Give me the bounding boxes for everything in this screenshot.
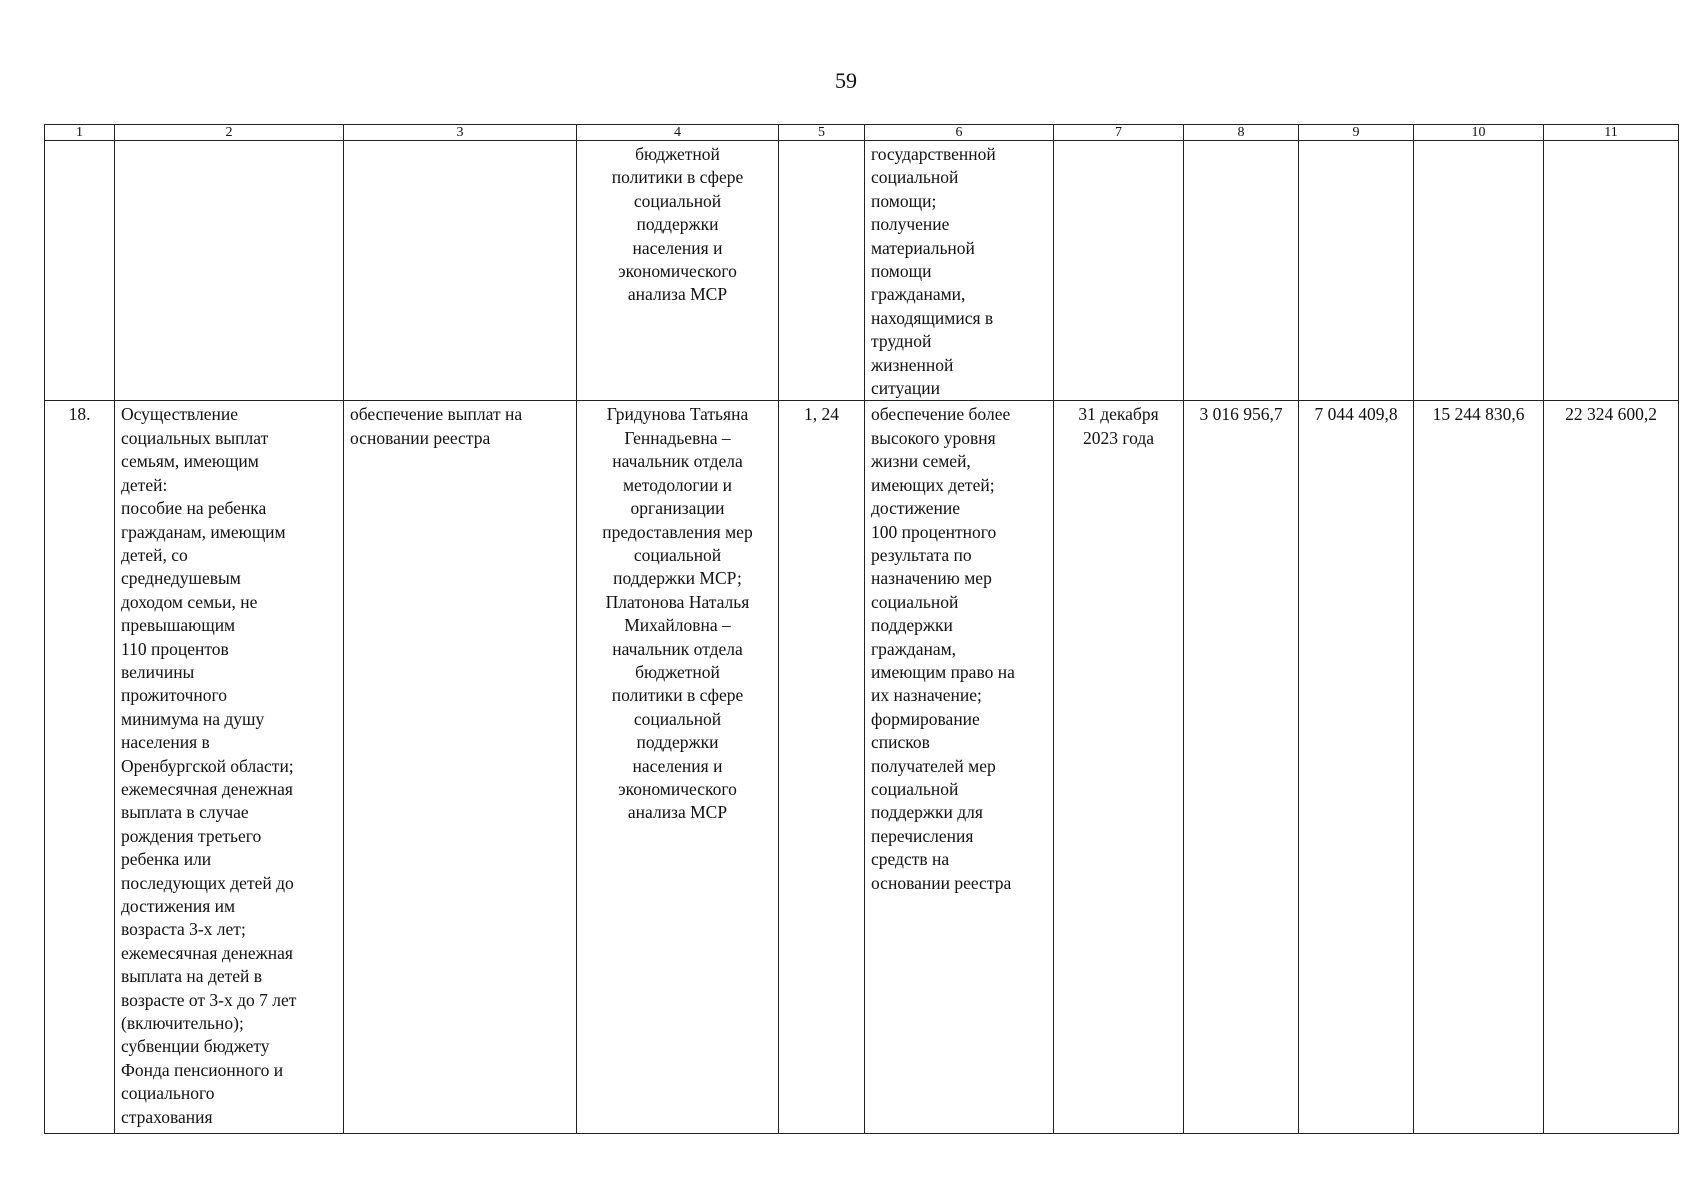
text-line: поддержки xyxy=(871,615,953,636)
cell-empty xyxy=(344,141,577,401)
text-line: 100 процентного xyxy=(871,521,997,542)
text-line: субвенции бюджету xyxy=(121,1036,270,1057)
text-line: (включительно); xyxy=(121,1013,244,1034)
text-line: поддержки МСР; xyxy=(613,568,742,589)
text-line: детей: xyxy=(121,474,168,495)
text-line: доходом семьи, не xyxy=(121,591,258,612)
text-line: помощи xyxy=(871,261,932,282)
column-header: 6 xyxy=(865,125,1054,141)
text-line: жизни семей, xyxy=(871,451,971,472)
text-line: минимума на душу xyxy=(121,708,265,729)
cell-empty xyxy=(779,141,865,401)
text-line: обеспечение выплат на xyxy=(350,404,523,425)
text-line: страхования xyxy=(121,1106,213,1127)
cell-empty xyxy=(1414,141,1544,401)
text-line: социальной xyxy=(633,544,722,565)
text-line: рождения третьего xyxy=(121,825,262,846)
text-line: последующих детей до xyxy=(121,872,294,893)
text-line: гражданами, xyxy=(871,284,966,305)
text-line: ежемесячная денежная xyxy=(121,942,293,963)
text-line: результата по xyxy=(871,544,972,565)
text-line: перечисления xyxy=(871,825,974,846)
text-line: гражданам, xyxy=(871,638,957,659)
continuation-row xyxy=(45,141,1679,401)
text-line: населения в xyxy=(121,732,210,753)
text-line: 110 процентов xyxy=(121,638,229,659)
cell-indicators: 1, 24 xyxy=(779,401,865,1134)
column-header: 7 xyxy=(1054,125,1184,141)
text-line: выплата на детей в xyxy=(121,966,263,987)
column-header: 9 xyxy=(1299,125,1414,141)
cell-result xyxy=(865,401,1054,1134)
cell-amount-11: 22 324 600,2 xyxy=(1544,401,1679,1134)
text-line: населения и xyxy=(632,755,723,776)
text-line: Осуществление xyxy=(121,404,239,425)
text-line: 31 декабря xyxy=(1078,404,1159,425)
cell-deadline xyxy=(1054,401,1184,1134)
text-line: социальной xyxy=(871,167,959,188)
text-line: Оренбургской области; xyxy=(121,755,294,776)
cell-empty xyxy=(1184,141,1299,401)
text-line: возраста 3-х лет; xyxy=(121,919,246,940)
column-header: 8 xyxy=(1184,125,1299,141)
page-number: 59 xyxy=(835,68,857,93)
text-line: материальной xyxy=(871,237,975,258)
text-line: предоставления мер xyxy=(602,521,753,542)
text-line: Геннадьевна – xyxy=(624,427,731,448)
text-line: их назначение; xyxy=(871,685,982,706)
text-line: населения и xyxy=(632,237,723,258)
cell-amount-9: 7 044 409,8 xyxy=(1299,401,1414,1134)
cell-empty xyxy=(45,141,115,401)
text-line: среднедушевым xyxy=(121,568,241,589)
column-header: 4 xyxy=(577,125,779,141)
cell-activity xyxy=(115,401,344,1134)
text-line: ежемесячная денежная xyxy=(121,778,293,799)
cell-empty xyxy=(1299,141,1414,401)
text-line: экономического xyxy=(618,778,737,799)
cell-responsible xyxy=(577,401,779,1134)
text-line: Гридунова Татьяна xyxy=(606,404,749,425)
text-line: 2023 года xyxy=(1082,427,1155,448)
text-line: социальной xyxy=(871,591,959,612)
text-line: методологии и xyxy=(622,474,733,495)
text-line: ребенка или xyxy=(121,849,212,870)
text-line: пособие на ребенка xyxy=(121,498,267,519)
document-table xyxy=(44,124,1679,1134)
row-number: 18. xyxy=(45,401,115,1134)
text-line: достижение xyxy=(871,498,960,519)
cell-empty xyxy=(1544,141,1679,401)
cell-mechanism xyxy=(344,401,577,1134)
text-line: бюджетной xyxy=(635,144,720,164)
table-row-18 xyxy=(45,401,1679,1134)
text-line: формирование xyxy=(871,708,980,729)
text-line: получение xyxy=(871,214,950,235)
text-line: жизненной xyxy=(871,354,954,375)
cell-result-continued xyxy=(865,141,1054,401)
text-line: трудной xyxy=(871,331,932,352)
text-line: государственной xyxy=(871,144,996,164)
text-line: Фонда пенсионного и xyxy=(121,1059,284,1080)
text-line: имеющих детей; xyxy=(871,474,995,495)
text-line: начальник отдела xyxy=(612,638,743,659)
text-line: анализа МСР xyxy=(627,802,728,823)
text-line: Платонова Наталья xyxy=(605,591,750,612)
column-header: 2 xyxy=(115,125,344,141)
text-line: списков xyxy=(871,732,930,753)
text-line: детей, со xyxy=(121,544,188,565)
text-line: социальной xyxy=(633,708,722,729)
text-line: достижения им xyxy=(121,896,236,916)
text-line: экономического xyxy=(618,261,737,282)
cell-amount-8: 3 016 956,7 xyxy=(1184,401,1299,1134)
text-line: социальных выплат xyxy=(121,427,269,448)
cell-empty xyxy=(115,141,344,401)
text-line: находящимися в xyxy=(871,307,994,328)
text-line: прожиточного xyxy=(121,685,228,706)
column-header: 5 xyxy=(779,125,865,141)
text-line: гражданам, имеющим xyxy=(121,521,286,542)
text-line: Михайловна – xyxy=(624,615,731,636)
text-line: обеспечение более xyxy=(871,404,1011,425)
text-line: социальной xyxy=(871,778,959,799)
text-line: основании реестра xyxy=(871,872,1012,893)
cell-empty xyxy=(1054,141,1184,401)
cell-responsible-continued xyxy=(577,141,779,401)
column-number-row xyxy=(45,125,1679,141)
text-line: средств на xyxy=(871,849,950,870)
text-line: помощи; xyxy=(871,190,937,211)
text-line: социального xyxy=(121,1083,215,1104)
text-line: назначению мер xyxy=(871,568,992,589)
text-line: организации xyxy=(630,498,725,519)
text-line: поддержки xyxy=(636,214,719,235)
column-header: 1 xyxy=(45,125,115,141)
text-line: анализа МСР xyxy=(627,284,728,305)
text-line: семьям, имеющим xyxy=(121,451,259,472)
text-line: превышающим xyxy=(121,615,236,636)
text-line: бюджетной xyxy=(635,661,720,682)
text-line: политики в сфере xyxy=(611,167,744,188)
text-line: выплата в случае xyxy=(121,802,249,823)
text-line: возрасте от 3-х до 7 лет xyxy=(121,989,297,1010)
text-line: политики в сфере xyxy=(611,685,744,706)
text-line: поддержки xyxy=(636,732,719,753)
column-header: 10 xyxy=(1414,125,1544,141)
text-line: высокого уровня xyxy=(871,427,996,448)
text-line: основании реестра xyxy=(350,427,491,448)
text-line: поддержки для xyxy=(871,802,983,823)
text-line: получателей мер xyxy=(871,755,996,776)
column-header: 3 xyxy=(344,125,577,141)
column-header: 11 xyxy=(1544,125,1679,141)
text-line: величины xyxy=(121,661,195,682)
text-line: социальной xyxy=(633,190,722,211)
text-line: ситуации xyxy=(871,378,940,399)
cell-amount-10: 15 244 830,6 xyxy=(1414,401,1544,1134)
text-line: начальник отдела xyxy=(612,451,743,472)
text-line: имеющим право на xyxy=(871,661,1015,682)
